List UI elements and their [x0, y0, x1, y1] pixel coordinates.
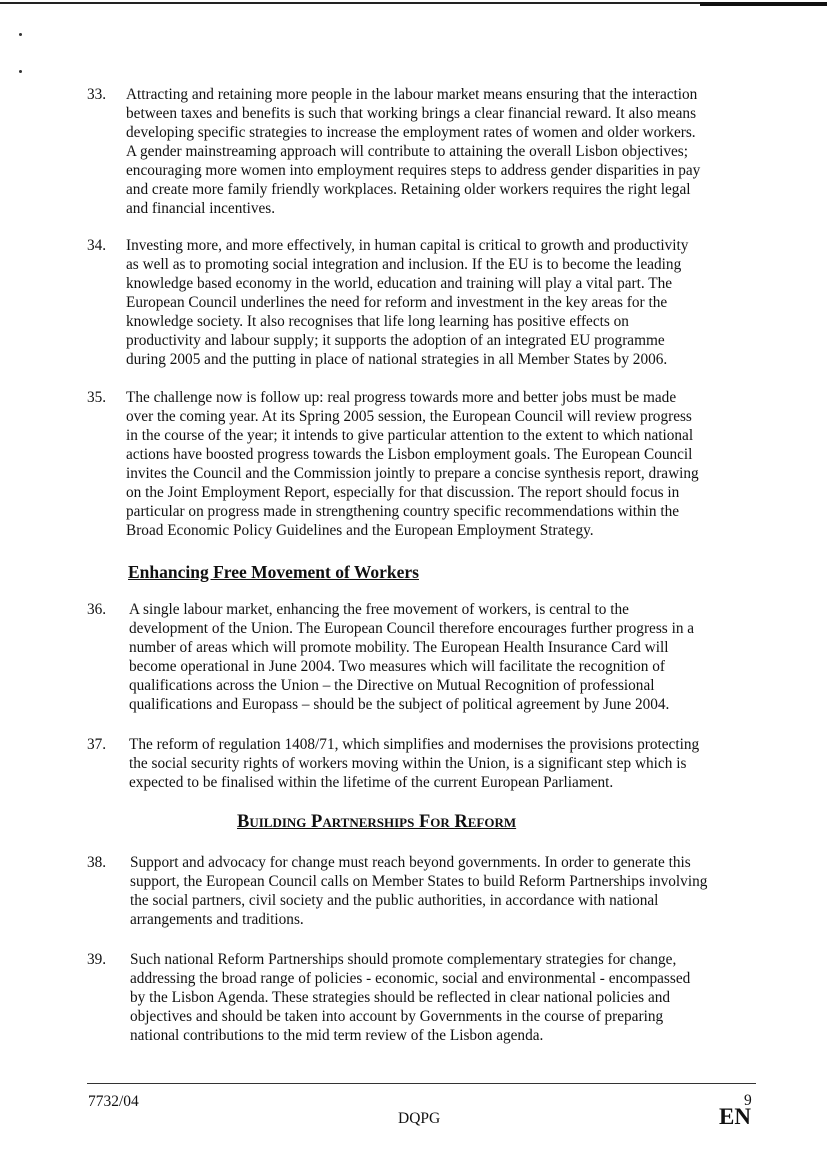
text-line: qualifications and Europass – should be the subject of political agreement by June 2004.	[129, 696, 670, 713]
section-heading: Enhancing Free Movement of Workers	[128, 562, 419, 582]
footer-rule	[87, 1083, 756, 1084]
text-line: Such national Reform Partnerships should promote complementary strategies for change,	[130, 951, 677, 968]
text-line: productivity and labour supply; it supports the adoption of an integrated EU programme	[126, 332, 665, 349]
text-line: knowledge based economy in the world, education and training will play a vital part. The	[126, 275, 673, 292]
text-line: development of the Union. The European Council therefore encourages further progress in a	[129, 620, 695, 637]
text-line: encouraging more women into employment requires steps to address gender disparities in pay	[126, 162, 701, 179]
text-line: The reform of regulation 1408/71, which simplifies and modernises the provisions protecting	[129, 736, 700, 753]
language-code: EN	[719, 1104, 751, 1129]
margin-mark	[19, 33, 22, 36]
paragraph-text	[129, 735, 759, 792]
text-line: Investing more, and more effectively, in human capital is critical to growth and productivity	[126, 237, 689, 254]
text-line: as well as to promoting social integration and inclusion. If the EU is to become the leading	[126, 256, 682, 273]
paragraph-text	[130, 950, 760, 1045]
margin-mark	[19, 70, 22, 73]
text-line: expected to be finalised within the lifetime of the current European Parliament.	[129, 774, 614, 791]
text-line: knowledge society. It also recognises that life long learning has positive effects on	[126, 313, 629, 330]
paragraph-text	[126, 388, 756, 540]
text-line: The challenge now is follow up: real progress towards more and better jobs must be made	[126, 389, 677, 406]
text-line: and financial incentives.	[126, 200, 276, 217]
text-line: actions have boosted progress towards the Lisbon employment goals. The European Council	[126, 446, 693, 463]
paragraph-number: 39.	[87, 951, 107, 968]
paragraph-number: 38.	[87, 854, 107, 871]
page-number: 9	[744, 1092, 752, 1109]
text-line: during 2005 and the putting in place of national strategies in all Member States by 2006.	[126, 351, 668, 368]
text-line: arrangements and traditions.	[130, 911, 304, 928]
text-line: Attracting and retaining more people in the labour market means ensuring that the interaction	[126, 86, 698, 103]
text-line: European Council underlines the need for reform and investment in the key areas for the	[126, 294, 668, 311]
text-line: objectives and should be taken into account by Governments in the course of preparing	[130, 1008, 664, 1025]
text-line: between taxes and benefits is such that working brings a clear financial reward. It also means	[126, 105, 697, 122]
text-line: Broad Economic Policy Guidelines and the European Employment Strategy.	[126, 522, 594, 539]
top-rule-thick	[700, 2, 827, 6]
paragraph-number: 37.	[87, 736, 107, 753]
text-line: addressing the broad range of policies - economic, social and environmental - encompassed	[130, 970, 691, 987]
text-line: A gender mainstreaming approach will contribute to attaining the overall Lisbon objectives;	[126, 143, 689, 160]
text-line: the social partners, civil society and the public authorities, in accordance with national	[130, 892, 659, 909]
text-line: support, the European Council calls on Member States to build Reform Partnerships involving	[130, 873, 708, 890]
text-line: invites the Council and the Commission jointly to prepare a concise synthesis report, drawing	[126, 465, 699, 482]
text-line: become operational in June 2004. Two measures which will facilitate the recognition of	[129, 658, 666, 675]
paragraph-text	[130, 853, 760, 929]
paragraph-text	[129, 600, 759, 714]
section-heading: Building Partnerships For Reform	[237, 812, 517, 832]
text-line: developing specific strategies to increase the employment rates of women and older workers.	[126, 124, 696, 141]
doc-reference: 7732/04	[88, 1093, 139, 1110]
text-line: particular on progress made in strengthening country specific recommendations within the	[126, 503, 680, 520]
paragraph-number: 34.	[87, 237, 107, 254]
paragraph-number: 35.	[87, 389, 107, 406]
text-line: over the coming year. At its Spring 2005 session, the European Council will review progress	[126, 408, 692, 425]
text-line: A single labour market, enhancing the free movement of workers, is central to the	[129, 601, 629, 618]
text-line: and create more family friendly workplaces. Retaining older workers requires the right legal	[126, 181, 691, 198]
text-line: number of areas which will promote mobility. The European Health Insurance Card will	[129, 639, 669, 656]
text-line: on the Joint Employment Report, especially for that discussion. The report should focus in	[126, 484, 680, 501]
paragraph-text	[126, 236, 756, 369]
department-code: DQPG	[398, 1110, 441, 1127]
text-line: by the Lisbon Agenda. These strategies should be reflected in clear national policies and	[130, 989, 671, 1006]
paragraph-number: 36.	[87, 601, 107, 618]
paragraph-number: 33.	[87, 86, 107, 103]
text-line: Support and advocacy for change must reach beyond governments. In order to generate this	[130, 854, 691, 871]
text-line: the social security rights of workers moving within the Union, is a significant step which is	[129, 755, 687, 772]
paragraph-text	[126, 85, 756, 218]
text-line: in the course of the year; it intends to give particular attention to the extent to which national	[126, 427, 694, 444]
text-line: qualifications across the Union – the Directive on Mutual Recognition of professional	[129, 677, 655, 694]
text-line: national contributions to the mid term review of the Lisbon agenda.	[130, 1027, 544, 1044]
